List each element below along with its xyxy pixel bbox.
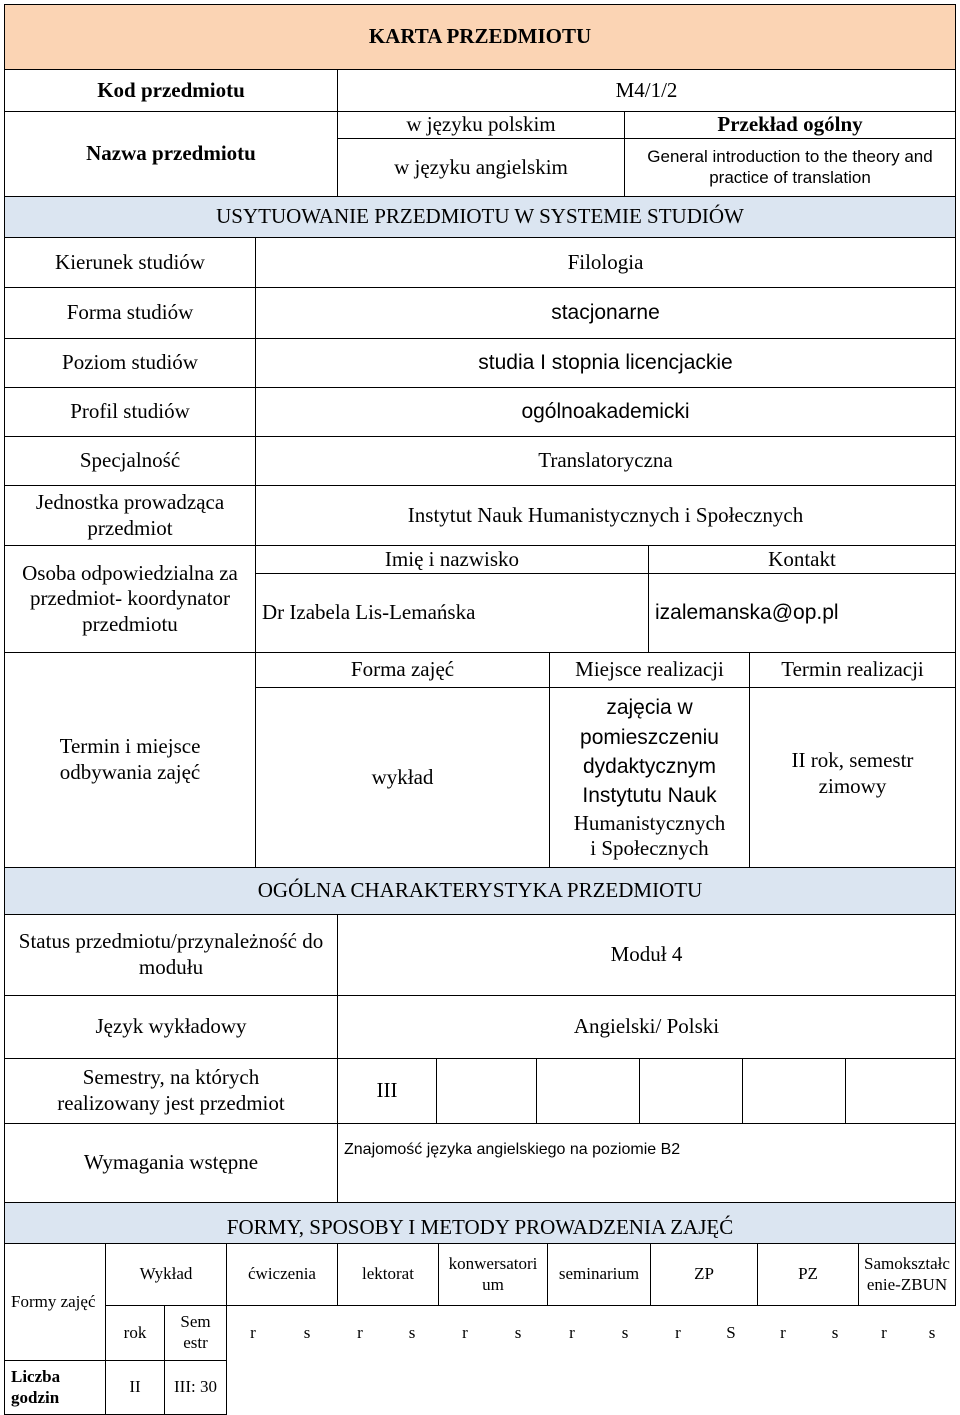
section-formy: FORMY, SPOSOBY I METODY PROWADZENIA ZAJĘĆ [4, 1202, 956, 1244]
wymagania-label: Wymagania wstępne [4, 1123, 338, 1203]
nazwa-label: Nazwa przedmiotu [4, 111, 338, 197]
section-ogolna: OGÓLNA CHARAKTERYSTYKA PRZEDMIOTU [4, 867, 956, 915]
semestr-cell [639, 1058, 743, 1124]
kod-value: M4/1/2 [337, 69, 956, 112]
section-usytuowanie: USYTUOWANIE PRZEDMIOTU W SYSTEMIE STUDIÓW [4, 196, 956, 238]
termin-h-termin: Termin realizacji [749, 652, 956, 688]
termin-label: Termin i miejsce odbywania zajęć [4, 652, 256, 868]
rs-cell: s [831, 1322, 839, 1342]
termin-termin: II rok, semestr zimowy [749, 687, 956, 868]
semestr-cell: III [337, 1058, 437, 1124]
formy-semestr-label: Semestr [164, 1305, 227, 1361]
kierunek-label: Kierunek studiów [4, 237, 256, 288]
nazwa-pl-label: w języku polskim [337, 111, 625, 139]
kierunek-value: Filologia [255, 237, 956, 288]
semestr-cell [536, 1058, 640, 1124]
formy-label: Formy zajęć [4, 1243, 106, 1361]
forma-studiow-label: Forma studiów [4, 287, 256, 339]
osoba-label: Osoba odpowiedzialna za przedmiot- koordynator przedmiotu [4, 545, 256, 653]
poziom-label: Poziom studiów [4, 338, 256, 388]
semestr-cell [845, 1058, 956, 1124]
formy-header-zp: ZP [650, 1243, 758, 1306]
termin-h-miejsce: Miejsce realizacji [549, 652, 750, 688]
wymagania-value: Znajomość języka angielskiego na poziomie B2 [337, 1123, 956, 1203]
semestr-cell [742, 1058, 846, 1124]
nazwa-pl-value: Przekład ogólny [624, 111, 956, 139]
forma-studiow-value: stacjonarne [255, 287, 956, 339]
specjalnosc-label: Specjalność [4, 436, 256, 486]
formy-header-wyklad: Wykład [105, 1243, 227, 1306]
rs-cell: r [675, 1322, 681, 1342]
formy-header-lektorat: lektorat [337, 1243, 439, 1306]
rs-cell: s [408, 1322, 416, 1342]
rs-cell: r [569, 1322, 575, 1342]
termin-miejsce-line1: zajęcia w pomieszczeniu dydaktycznym Instytutu Nauk [580, 696, 719, 808]
title: KARTA PRZEDMIOTU [4, 4, 956, 70]
formy-semestr-value: III: 30 [164, 1360, 227, 1415]
status-label: Status przedmiotu/przynależność do modułu [4, 914, 338, 996]
formy-header-konwersatorium: konwersatorium [438, 1243, 548, 1306]
formy-header-cwiczenia: ćwiczenia [226, 1243, 338, 1306]
osoba-name-header: Imię i nazwisko [255, 545, 649, 574]
rs-cell: S [726, 1322, 736, 1342]
termin-miejsce [549, 687, 750, 868]
rs-cell: s [621, 1322, 629, 1342]
status-value: Moduł 4 [337, 914, 956, 996]
osoba-contact-header: Kontakt [648, 545, 956, 574]
semestr-cell [436, 1058, 537, 1124]
rs-cell: s [303, 1322, 311, 1342]
osoba-name: Dr Izabela Lis-Lemańska [255, 573, 649, 653]
formy-rok-label: rok [105, 1305, 165, 1361]
rs-cell: s [514, 1322, 522, 1342]
poziom-value: studia I stopnia licencjackie [255, 338, 956, 388]
termin-forma: wykład [255, 687, 550, 868]
kod-label: Kod przedmiotu [4, 69, 338, 112]
formy-header-pz: PZ [757, 1243, 859, 1306]
rs-cell: r [780, 1322, 786, 1342]
rs-cell: r [250, 1322, 256, 1342]
jednostka-value: Instytut Nauk Humanistycznych i Społecznych [255, 485, 956, 546]
osoba-contact: izalemanska@op.pl [648, 573, 956, 653]
jednostka-label: Jednostka prowadząca przedmiot [4, 485, 256, 546]
nazwa-en-label: w języku angielskim [337, 138, 625, 197]
profil-value: ogólnoakademicki [255, 387, 956, 437]
nazwa-en-value: General introduction to the theory and practice of translation [624, 138, 956, 197]
rs-cell: r [881, 1322, 887, 1342]
rs-cell: r [357, 1322, 363, 1342]
jezyk-value: Angielski/ Polski [337, 995, 956, 1059]
profil-label: Profil studiów [4, 387, 256, 437]
rs-cell: r [462, 1322, 468, 1342]
formy-rok-value: II [105, 1360, 165, 1415]
formy-header-samoksztalcenie: Samokształcenie-ZBUN [858, 1243, 956, 1306]
formy-header-seminarium: seminarium [547, 1243, 651, 1306]
semestry-label: Semestry, na których realizowany jest przedmiot [4, 1058, 338, 1124]
jezyk-label: Język wykładowy [4, 995, 338, 1059]
termin-miejsce-line2: Humanistycznych i Społecznych [573, 810, 726, 861]
termin-h-forma: Forma zajęć [255, 652, 550, 688]
liczba-godzin-label: Liczba godzin [4, 1360, 106, 1415]
rs-cell: s [928, 1322, 936, 1342]
specjalnosc-value: Translatoryczna [255, 436, 956, 486]
